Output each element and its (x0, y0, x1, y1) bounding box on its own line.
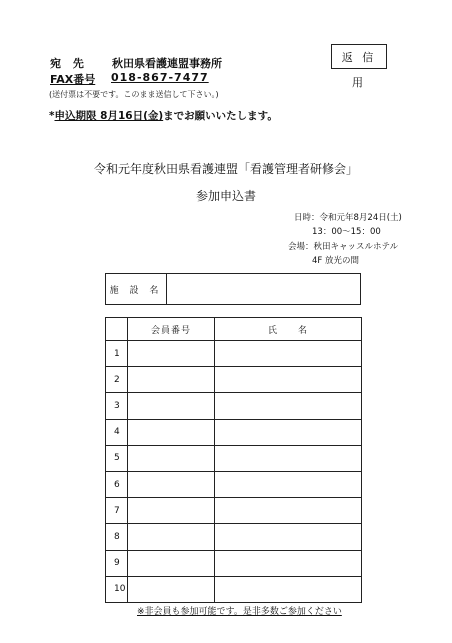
row-number: 2 (106, 367, 128, 393)
table-header-member-id: 会員番号 (128, 318, 215, 341)
event-room: 4F 放光の間 (312, 256, 359, 266)
row-number: 4 (106, 419, 128, 445)
table-row (106, 550, 362, 576)
row-number: 7 (106, 498, 128, 524)
deadline-prefix: * (49, 110, 55, 122)
recipient-label: 宛 先 (50, 57, 88, 70)
row-number: 10 (106, 576, 128, 602)
name-cell[interactable] (215, 471, 362, 497)
member-id-cell[interactable] (128, 498, 215, 524)
document-title: 令和元年度秋田県看護連盟「看護管理者研修会」 (93, 162, 358, 176)
fax-label: FAX番号 (50, 73, 96, 86)
name-cell[interactable] (215, 445, 362, 471)
name-cell[interactable] (215, 576, 362, 602)
recipient-value: 秋田県看護連盟事務所 (112, 57, 222, 70)
table-header-number (106, 318, 128, 341)
name-cell[interactable] (215, 393, 362, 419)
return-box: 返 信 用 (331, 44, 387, 69)
member-id-cell[interactable] (128, 550, 215, 576)
member-id-cell[interactable] (128, 471, 215, 497)
member-id-cell[interactable] (128, 367, 215, 393)
fax-number: 018-867-7477 (111, 71, 209, 84)
facility-name-field[interactable] (167, 274, 360, 304)
member-id-cell[interactable] (128, 445, 215, 471)
table-row (106, 471, 362, 497)
row-number: 6 (106, 471, 128, 497)
name-cell[interactable] (215, 498, 362, 524)
deadline-notice (49, 108, 278, 123)
facility-name-box (105, 273, 361, 305)
table-row (106, 524, 362, 550)
participant-table (105, 317, 362, 603)
table-row (106, 419, 362, 445)
name-cell[interactable] (215, 367, 362, 393)
table-row (106, 576, 362, 602)
member-id-cell[interactable] (128, 341, 215, 367)
name-cell[interactable] (215, 524, 362, 550)
table-header-name: 氏 名 (215, 318, 362, 341)
event-time: 13：00～15：00 (312, 227, 381, 237)
name-cell[interactable] (215, 550, 362, 576)
table-row (106, 367, 362, 393)
row-number: 8 (106, 524, 128, 550)
member-id-cell[interactable] (128, 576, 215, 602)
footnote: ※非会員も参加可能です。是非多数ご参加ください (137, 607, 342, 617)
member-id-cell[interactable] (128, 524, 215, 550)
name-cell[interactable] (215, 419, 362, 445)
row-number: 1 (106, 341, 128, 367)
facility-name-label: 施 設 名 (106, 274, 167, 304)
table-row (106, 393, 362, 419)
table-row (106, 445, 362, 471)
event-date: 日時：令和元年8月24日(土) (294, 213, 402, 223)
name-cell[interactable] (215, 341, 362, 367)
row-number: 3 (106, 393, 128, 419)
document-subtitle: 参加申込書 (195, 189, 256, 203)
row-number: 5 (106, 445, 128, 471)
event-venue: 会場：秋田キャッスルホテル (288, 242, 399, 252)
deadline-date: 申込期限 8月16日(金) (54, 110, 164, 122)
cover-note: (送付票は不要です。このまま送信して下さい。) (49, 90, 219, 99)
deadline-suffix: までお願いいたします。 (163, 110, 278, 122)
member-id-cell[interactable] (128, 419, 215, 445)
member-id-cell[interactable] (128, 393, 215, 419)
table-header-row (106, 318, 362, 341)
row-number: 9 (106, 550, 128, 576)
table-row (106, 341, 362, 367)
table-row (106, 498, 362, 524)
